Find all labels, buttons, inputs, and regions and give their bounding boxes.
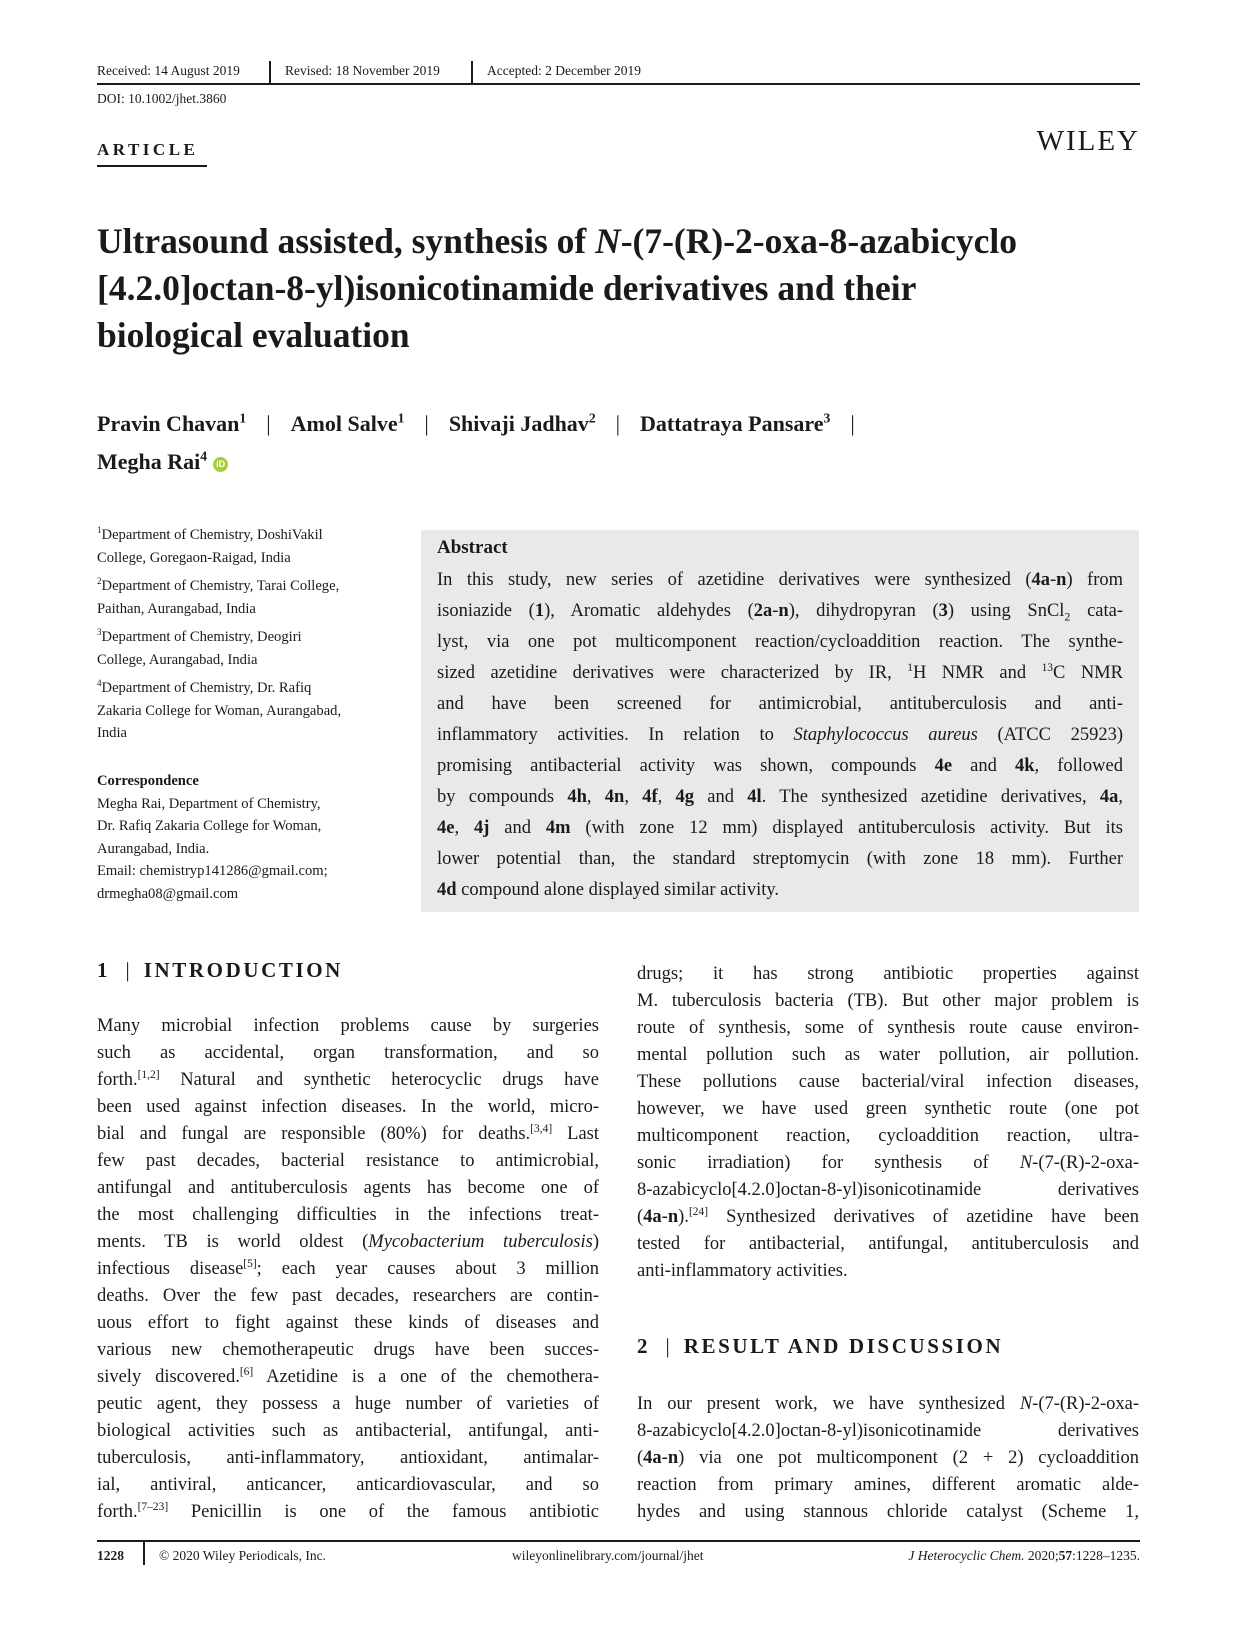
correspondence: Correspondence Megha Rai, Department of Chemistry, Dr. Rafiq Zakaria College for Woman, Aurangabad, India. Email: chemistryp141286@gmail.com; drmegha08@gmail.com	[97, 770, 397, 905]
body-line: tuberculosis, anti-inflammatory, antioxidant, antimalar-	[97, 1448, 599, 1468]
affiliation: $^3$Department of Chemistry, Deogiri College, Aurangabad, India	[97, 627, 302, 668]
abstract-line: 4e, 4j and 4m (with zone 12 mm) displayed antituberculosis activity. But its	[437, 818, 1124, 838]
email-link[interactable]: Email: chemistryp141286@gmail.com;	[97, 863, 328, 879]
publisher-logo: WILEY	[1036, 125, 1140, 157]
footer-rule	[97, 1540, 1140, 1542]
abstract-line: isoniazide (1), Aromatic aldehydes (2a-n), dihydropyran (3) using SnCl$_2$ cata-	[437, 601, 1124, 624]
affiliation: $^4$Department of Chemistry, Dr. Rafiq Zakaria College for Woman, Aurangabad, India	[97, 678, 342, 741]
body-line: been used against infection diseases. In the world, micro-	[97, 1097, 599, 1117]
body-line: These pollutions cause bacterial/viral infection diseases,	[637, 1072, 1139, 1092]
abstract-line: and have been screened for antimicrobial, antituberculosis and anti-	[437, 694, 1123, 714]
author-name[interactable]: Shivaji Jadhav	[448, 411, 589, 436]
abstract-line: 4d compound alone displayed similar activity.	[437, 880, 780, 900]
copyright: © 2020 Wiley Periodicals, Inc.	[159, 1548, 326, 1563]
page-number: 1228	[97, 1548, 124, 1563]
section-heading: 2 | RESULT AND DISCUSSION	[637, 1334, 1004, 1358]
body-line: 8-azabicyclo[4.2.0]octan-8-yl)isonicotinamide derivatives	[637, 1180, 1139, 1200]
body-line: (4a-n) via one pot multicomponent (2 + 2) cycloaddition	[637, 1448, 1139, 1468]
abstract-heading: Abstract	[437, 537, 508, 558]
doi[interactable]: DOI: 10.1002/jhet.3860	[97, 91, 227, 106]
article-history	[97, 61, 1140, 85]
body-line: infectious disease[5]; each year causes about 3 million	[97, 1257, 599, 1279]
body-line: peutic agent, they possess a huge number of varieties of	[97, 1394, 599, 1414]
body-line: 8-azabicyclo[4.2.0]octan-8-yl)isonicotinamide derivatives	[637, 1421, 1139, 1441]
body-line: uous effort to fight against these kinds of diseases and	[97, 1313, 599, 1333]
abstract-line: In this study, new series of azetidine derivatives were synthesized (4a-n) from	[437, 570, 1123, 590]
body-line: In our present work, we have synthesized N-(7-(R)-2-oxa-	[637, 1394, 1139, 1414]
body-line: sively discovered.[6] Azetidine is a one of the chemothera-	[97, 1365, 599, 1387]
body-line: the most challenging difficulties in the infections treat-	[97, 1205, 599, 1225]
body-line: various new chemotherapeutic drugs have been succes-	[97, 1340, 599, 1360]
article-title	[97, 218, 1147, 359]
header-rule	[97, 83, 1140, 85]
body-line: forth.[7–23] Penicillin is one of the famous antibiotic	[97, 1500, 599, 1522]
body-line: deaths. Over the few past decades, researchers are contin-	[97, 1286, 599, 1306]
journal-link[interactable]: wileyonlinelibrary.com/journal/jhet	[512, 1548, 704, 1563]
received-date: Received: 14 August 2019	[97, 63, 240, 78]
affiliation: $^2$Department of Chemistry, Tarai College, Paithan, Aurangabad, India	[97, 576, 340, 617]
journal-citation: J Heterocyclic Chem. 2020;57:1228–1235.	[908, 1548, 1140, 1563]
abstract-line: by compounds 4h, 4n, 4f, 4g and 4l. The synthesized azetidine derivatives, 4a,	[437, 787, 1124, 807]
body-line: Many microbial infection problems cause by surgeries	[97, 1016, 599, 1036]
divider	[143, 1541, 145, 1565]
body-line: ments. TB is world oldest (Mycobacterium tuberculosis)	[97, 1232, 599, 1252]
abstract-line: inflammatory activities. In relation to Staphylococcus aureus (ATCC 25923)	[437, 725, 1123, 745]
body-line: hydes and using stannous chloride catalyst (Scheme 1,	[637, 1502, 1139, 1522]
author-name[interactable]: Pravin Chavan	[97, 411, 240, 436]
body-line: biological activities such as antibacterial, antifungal, anti-	[97, 1421, 599, 1441]
abstract-line: lyst, via one pot multicomponent reaction/cycloaddition reaction. The synthe-	[437, 632, 1123, 652]
abstract-line: sized azetidine derivatives were characterized by IR, $^1$H NMR and $^{13}$C NMR	[437, 661, 1123, 683]
body-line: ial, antiviral, anticancer, anticardiovascular, and so	[97, 1475, 599, 1495]
author-list: Pravin Chavan$^1$ | Amol Salve$^1$ | Shivaji Jadhav$^2$ | Dattatraya Pansare$^3$ | Megha Rai$^4$iD	[97, 410, 855, 474]
body-line: bial and fungal are responsible (80%) for deaths.[3,4] Last	[97, 1122, 599, 1144]
article-label-underline	[97, 165, 207, 167]
body-line: mental pollution such as water pollution, air pollution.	[637, 1045, 1139, 1065]
author-name[interactable]: Amol Salve	[290, 411, 398, 436]
title-line: biological evaluation	[97, 315, 410, 355]
section-heading: 1 | INTRODUCTION	[97, 958, 343, 982]
abstract-line: promising antibacterial activity was shown, compounds 4e and 4k, followed	[437, 756, 1123, 776]
body-line: however, we have used green synthetic route (one pot	[637, 1099, 1139, 1119]
body-line: anti-inflammatory activities.	[637, 1261, 848, 1281]
body-line: (4a-n).[24] Synthesized derivatives of azetidine have been	[637, 1205, 1139, 1227]
title-line: [4.2.0]octan-8-yl)isonicotinamide derivatives and their	[97, 268, 917, 308]
body-line: such as accidental, organ transformation, and so	[97, 1043, 599, 1063]
divider	[471, 61, 473, 85]
author-name[interactable]: Megha Rai	[97, 449, 201, 474]
body-line: few past decades, bacterial resistance to antimicrobial,	[97, 1151, 599, 1171]
email-link[interactable]: drmegha08@gmail.com	[97, 885, 239, 902]
affiliation: $^1$Department of Chemistry, DoshiVakil College, Goregaon-Raigad, India	[97, 525, 323, 566]
orcid-icon[interactable]: iD	[213, 457, 228, 472]
article-type-label: ARTICLE	[97, 140, 199, 159]
divider	[269, 61, 271, 85]
body-line: sonic irradiation) for synthesis of N-(7-(R)-2-oxa-	[637, 1153, 1139, 1173]
title-line: Ultrasound assisted, synthesis of N-(7-(R)-2-oxa-8-azabicyclo	[97, 221, 1017, 261]
body-line: route of synthesis, some of synthesis route cause environ-	[637, 1018, 1139, 1038]
body-line: forth.[1,2] Natural and synthetic heterocyclic drugs have	[97, 1068, 599, 1090]
body-line: reaction from primary amines, different aromatic alde-	[637, 1475, 1139, 1495]
body-line: tested for antibacterial, antifungal, antituberculosis and	[637, 1234, 1139, 1254]
body-line: M. tuberculosis bacteria (TB). But other major problem is	[637, 991, 1139, 1011]
body-line: drugs; it has strong antibiotic properties against	[637, 964, 1139, 984]
revised-date: Revised: 18 November 2019	[285, 63, 440, 78]
correspondence-heading: Correspondence	[97, 773, 199, 789]
body-line: antifungal and antituberculosis agents has become one of	[97, 1178, 599, 1198]
abstract-line: lower potential than, the standard streptomycin (with zone 18 mm). Further	[437, 849, 1123, 869]
body-line: multicomponent reaction, cycloaddition reaction, ultra-	[637, 1126, 1139, 1146]
author-name[interactable]: Dattatraya Pansare	[640, 411, 824, 436]
accepted-date: Accepted: 2 December 2019	[487, 63, 642, 78]
